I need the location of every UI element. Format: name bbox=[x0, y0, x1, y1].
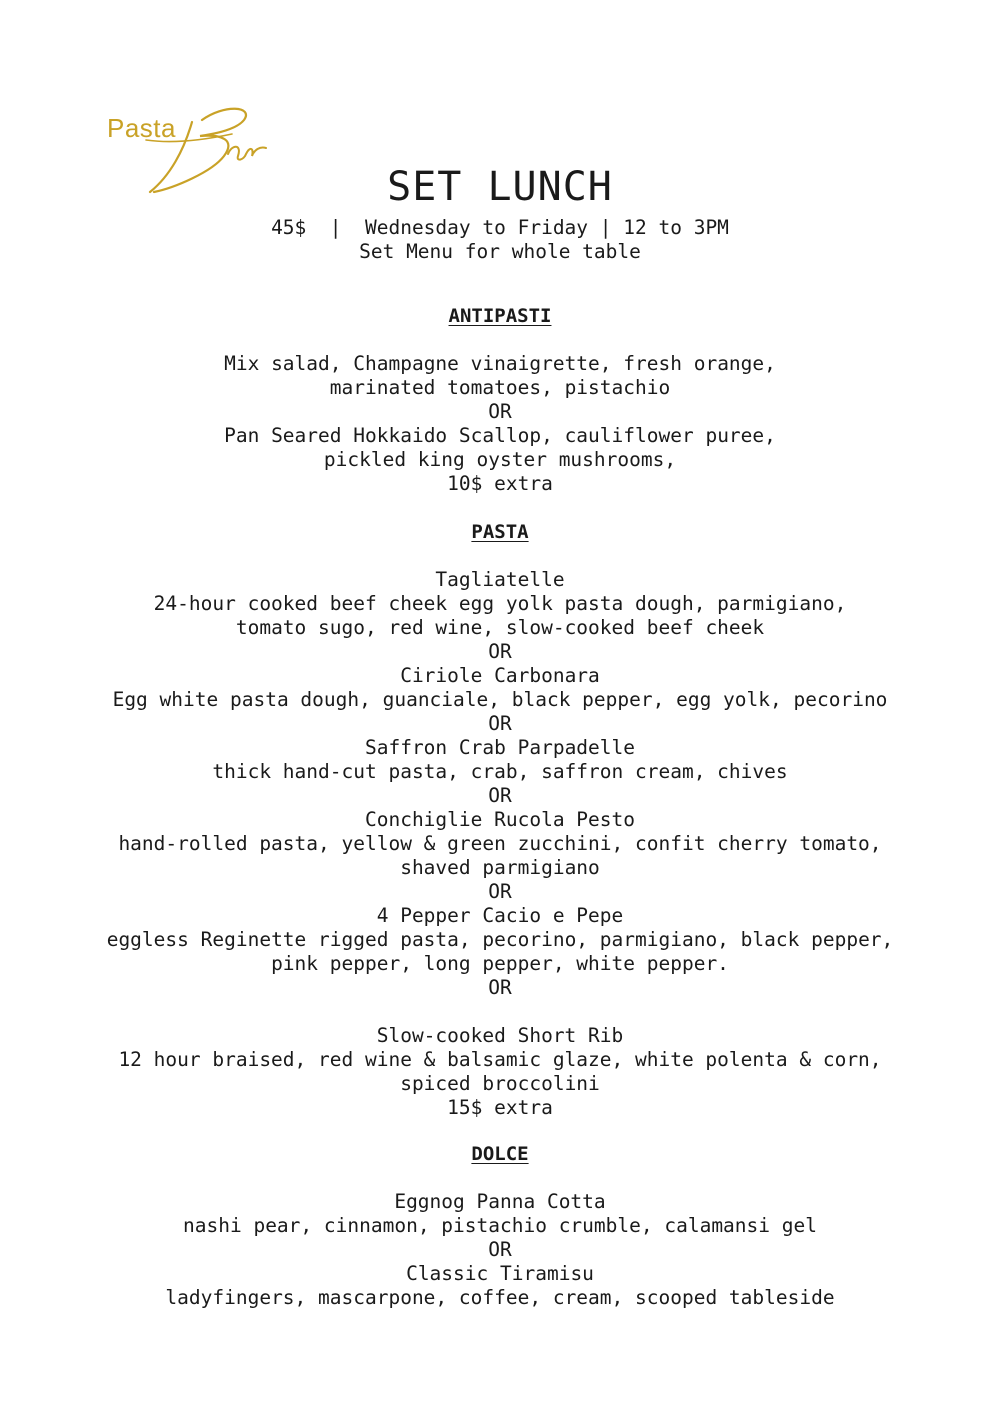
dish-desc: shaved parmigiano bbox=[400, 856, 600, 879]
header-info bbox=[0, 216, 1000, 264]
logo-wordmark: Pasta bbox=[107, 113, 176, 143]
dish-desc: nashi pear, cinnamon, pistachio crumble, calamansi gel bbox=[183, 1214, 817, 1237]
pasta-heading: PASTA bbox=[471, 521, 529, 543]
or-separator: OR bbox=[488, 640, 512, 663]
dish-name: Slow-cooked Short Rib bbox=[376, 1024, 624, 1047]
or-separator: OR bbox=[488, 784, 512, 807]
or-separator: OR bbox=[488, 712, 512, 735]
dish-desc: thick hand-cut pasta, crab, saffron cream, chives bbox=[212, 760, 788, 783]
or-separator: OR bbox=[488, 400, 512, 423]
pasta-items bbox=[0, 568, 1000, 1120]
antipasti-option2-desc: pickled king oyster mushrooms, bbox=[323, 448, 677, 471]
or-separator: OR bbox=[488, 1238, 512, 1261]
antipasti-option2-desc: Pan Seared Hokkaido Scallop, cauliflower puree, bbox=[224, 424, 776, 447]
antipasti-section bbox=[0, 304, 1000, 328]
antipasti-heading: ANTIPASTI bbox=[448, 305, 552, 327]
dish-desc: spiced broccolini bbox=[400, 1072, 600, 1095]
dish-desc: eggless Reginette rigged pasta, pecorino, parmigiano, black pepper, bbox=[106, 928, 894, 951]
dish-desc: Egg white pasta dough, guanciale, black pepper, egg yolk, pecorino bbox=[112, 688, 888, 711]
blank-line bbox=[0, 1000, 1000, 1024]
or-separator: OR bbox=[488, 880, 512, 903]
antipasti-items bbox=[0, 352, 1000, 496]
dish-desc: tomato sugo, red wine, slow-cooked beef cheek bbox=[235, 616, 765, 639]
dish-name: Eggnog Panna Cotta bbox=[394, 1190, 606, 1213]
antipasti-option1-desc: marinated tomatoes, pistachio bbox=[329, 376, 671, 399]
dish-desc: hand-rolled pasta, yellow & green zucchini, confit cherry tomato, bbox=[118, 832, 882, 855]
dish-name: Saffron Crab Parpadelle bbox=[364, 736, 636, 759]
dish-name: 4 Pepper Cacio e Pepe bbox=[376, 904, 624, 927]
dish-name: Conchiglie Rucola Pesto bbox=[364, 808, 636, 831]
pasta-section bbox=[0, 520, 1000, 544]
dish-desc: ladyfingers, mascarpone, coffee, cream, scooped tableside bbox=[165, 1286, 835, 1309]
dolce-items bbox=[0, 1190, 1000, 1310]
antipasti-option1-desc: Mix salad, Champagne vinaigrette, fresh orange, bbox=[224, 352, 776, 375]
dish-name: Ciriole Carbonara bbox=[400, 664, 600, 687]
subtitle: Set Menu for whole table bbox=[359, 240, 641, 263]
dish-desc: 24-hour cooked beef cheek egg yolk pasta dough, parmigiano, bbox=[153, 592, 847, 615]
dolce-section bbox=[0, 1142, 1000, 1166]
dish-name: Tagliatelle bbox=[435, 568, 565, 591]
page-title: SET LUNCH bbox=[387, 164, 613, 210]
dish-desc: 12 hour braised, red wine & balsamic glaze, white polenta & corn, bbox=[118, 1048, 882, 1071]
dish-desc: pink pepper, long pepper, white pepper. bbox=[271, 952, 729, 975]
dish-name: Classic Tiramisu bbox=[406, 1262, 594, 1285]
antipasti-option2-extra: 10$ extra bbox=[447, 472, 553, 495]
or-separator: OR bbox=[488, 976, 512, 999]
dolce-heading: DOLCE bbox=[471, 1143, 529, 1165]
dish-extra: 15$ extra bbox=[447, 1096, 553, 1119]
info-line: 45$ | Wednesday to Friday | 12 to 3PM bbox=[271, 216, 729, 239]
